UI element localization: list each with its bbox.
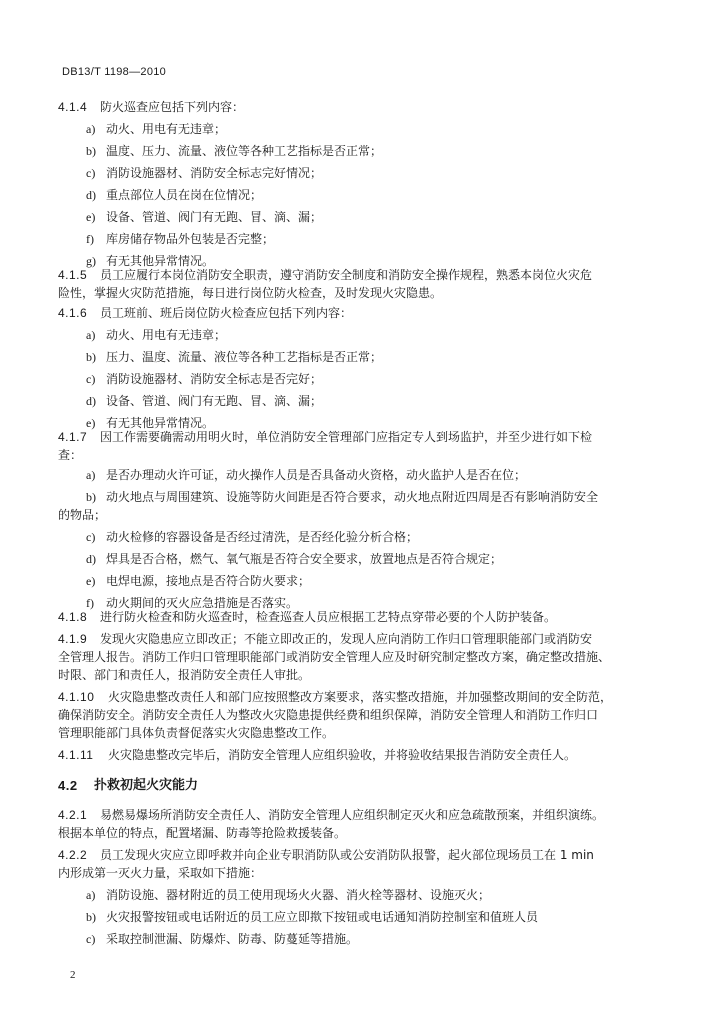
- item-text: 动火地点与周围建筑、设施等防火间距是否符合要求，动火地点附近四周是否有影响消防安全: [106, 490, 599, 504]
- item-text: 温度、压力、流量、液位等各种工艺指标是否正常；: [106, 144, 383, 158]
- item-label: d): [86, 552, 96, 566]
- continuation-text: 确保消防安全。消防安全责任人为整改火灾隐患提供经费和组织保障，消防安全管理人和消防工作归口: [58, 708, 599, 722]
- clause-number: 4.2: [58, 778, 78, 793]
- item-text: 消防设施器材、消防安全标志完好情况；: [106, 166, 323, 180]
- item-text: 动火、用电有无违章；: [106, 328, 227, 342]
- clause-number: 4.1.7: [58, 430, 88, 444]
- item-text: 压力、温度、流量、液位等各种工艺指标是否正常；: [106, 350, 383, 364]
- continuation-text: 管理职能部门具体负责督促落实火灾隐患整改工作。: [58, 726, 335, 740]
- item-label: b): [86, 350, 96, 364]
- item-label: c): [86, 932, 96, 946]
- item-label: c): [86, 372, 96, 386]
- item-label: g): [86, 254, 96, 268]
- clause-number: 4.1.11: [58, 748, 94, 762]
- clause-number: 4.1.4: [58, 100, 88, 114]
- item-label: a): [86, 328, 96, 342]
- clause-text: 发现火灾隐患应立即改正；不能立即改正的，发现人应向消防工作归口管理职能部门或消防安: [100, 632, 593, 646]
- item-label: b): [86, 144, 96, 158]
- continuation-text: 查：: [58, 448, 83, 462]
- item-label: f): [86, 232, 94, 246]
- clause-text: 火灾隐患整改完毕后，消防安全管理人应组织验收，并将验收结果报告消防安全责任人。: [108, 748, 577, 762]
- clause-number: 4.1.9: [58, 632, 88, 646]
- item-text: 电焊电源，接地点是否符合防火要求；: [106, 574, 311, 588]
- clause-number: 4.1.8: [58, 610, 88, 624]
- clause-text: 进行防火检查和防火巡查时，检查巡查人员应根据工艺特点穿带必要的个人防护装备。: [100, 610, 557, 624]
- item-text: 重点部位人员在岗在位情况；: [106, 188, 263, 202]
- item-text: 动火、用电有无违章；: [106, 122, 227, 136]
- item-label: a): [86, 888, 96, 902]
- item-label: e): [86, 416, 96, 430]
- item-text: 动火期间的灭火应急措施是否落实。: [106, 596, 299, 610]
- item-label: c): [86, 530, 96, 544]
- item-text: 库房储存物品外包装是否完整；: [106, 232, 275, 246]
- item-text: 设备、管道、阀门有无跑、冒、滴、漏；: [106, 210, 323, 224]
- item-label: c): [86, 166, 96, 180]
- item-label: b): [86, 490, 96, 504]
- clause-number: 4.2.2: [58, 848, 88, 862]
- page-number: 2: [70, 969, 76, 981]
- continuation-text: 全管理人报告。消防工作归口管理职能部门或消防安全管理人应及时研究制定整改方案，确定整改措施、: [58, 650, 611, 664]
- item-text: 火灾报警按钮或电话附近的员工应立即揿下按钮或电话通知消防控制室和值班人员: [106, 910, 539, 924]
- clause-number: 4.1.10: [58, 690, 95, 704]
- item-label: e): [86, 574, 96, 588]
- continuation-text: 险性，掌握火灾防范措施，每日进行岗位防火检查，及时发现火灾隐患。: [58, 286, 443, 300]
- continuation-text: 根据本单位的特点，配置堵漏、防毒等抢险救援装备。: [58, 826, 347, 840]
- item-label: e): [86, 210, 96, 224]
- clause-text: 员工班前、班后岗位防火检查应包括下列内容：: [100, 306, 353, 320]
- item-text: 是否办理动火许可证，动火操作人员是否具备动火资格，动火监护人是否在位；: [106, 468, 527, 482]
- item-text: 设备、管道、阀门有无跑、冒、滴、漏；: [106, 394, 323, 408]
- continuation-text: 时限、部门和责任人，报消防安全责任人审批。: [58, 668, 311, 682]
- item-text: 消防设施、器材附近的员工使用现场火火器、消火栓等器材、设施灭火；: [106, 888, 491, 902]
- clause-text: 防火巡查应包括下列内容：: [100, 100, 245, 114]
- item-label: a): [86, 122, 96, 136]
- clause-text: 员工应履行本岗位消防安全职责，遵守消防安全制度和消防安全操作规程，熟悉本岗位火灾危: [100, 268, 593, 282]
- clause-number: 4.2.1: [58, 808, 88, 822]
- item-label: f): [86, 596, 94, 610]
- document-header: DB13/T 1198—2010: [62, 66, 167, 78]
- clause-number: 4.1.6: [58, 306, 88, 320]
- item-text: 有无其他异常情况。: [106, 254, 215, 268]
- item-text: 焊具是否合格，燃气、氧气瓶是否符合安全要求，放置地点是否符合规定；: [106, 552, 503, 566]
- item-text: 有无其他异常情况。: [106, 416, 215, 430]
- clause-text: 火灾隐患整改责任人和部门应按照整改方案要求，落实整改措施，并加强整改期间的安全防范，: [108, 690, 613, 704]
- clause-text: 扑救初起火灾能力: [94, 778, 199, 793]
- item-text: 动火检修的容器设备是否经过清洗，是否经化验分析合格；: [106, 530, 419, 544]
- clause-text: 员工发现火灾应立即呼救并向企业专职消防队或公安消防队报警，起火部位现场员工在 1 min: [100, 848, 594, 862]
- clause-text: 易燃易爆场所消防安全责任人、消防安全管理人应组织制定灭火和应急疏散预案，并组织演练。: [100, 808, 605, 822]
- item-label: d): [86, 394, 96, 408]
- item-text: 消防设施器材、消防安全标志是否完好；: [106, 372, 323, 386]
- item-label: b): [86, 910, 96, 924]
- clause-number: 4.1.5: [58, 268, 88, 282]
- clause-text: 因工作需要确需动用明火时，单位消防安全管理部门应指定专人到场监护，并至少进行如下检: [100, 430, 593, 444]
- item-text: 采取控制泄漏、防爆炸、防毒、防蔓延等措施。: [106, 932, 359, 946]
- continuation-text: 的物品；: [58, 508, 107, 522]
- continuation-text: 内形成第一灭火力量，采取如下措施：: [58, 866, 263, 880]
- item-label: d): [86, 188, 96, 202]
- item-label: a): [86, 468, 96, 482]
